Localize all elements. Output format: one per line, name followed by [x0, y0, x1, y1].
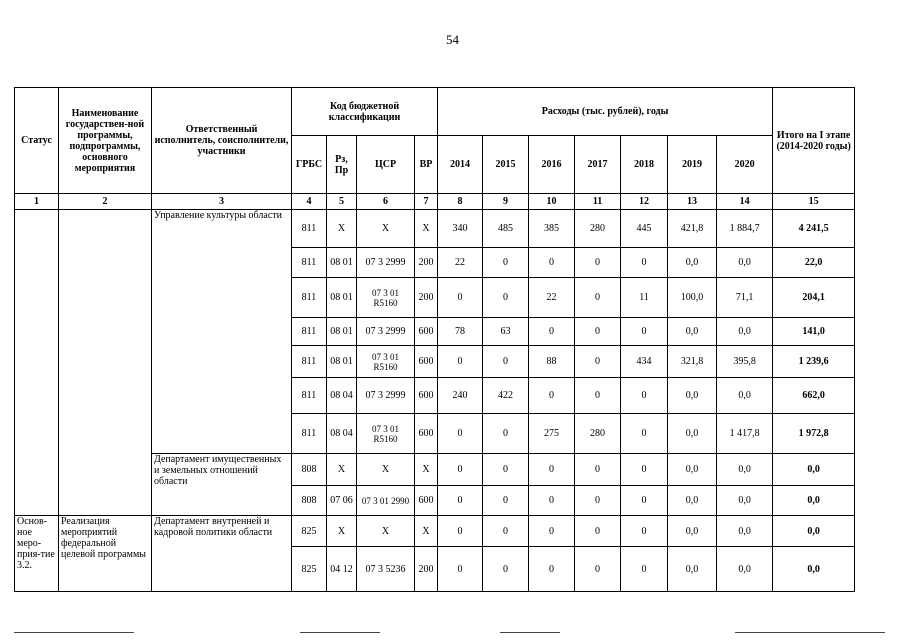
csr-cell: 07 3 2999 [357, 248, 415, 278]
year-value-cell: 22 [529, 278, 575, 318]
year-value-cell: 22 [438, 248, 483, 278]
column-number: 9 [483, 194, 529, 210]
year-value-cell: 0 [483, 454, 529, 486]
year-value-cell: 0 [621, 516, 668, 547]
bottom-rule [300, 632, 380, 633]
header-budget-code: Код бюджетной классификации [292, 88, 438, 136]
table-row [15, 210, 855, 248]
year-value-cell: 445 [621, 210, 668, 248]
vr-cell: 600 [415, 486, 438, 516]
rzpr-cell: X [327, 454, 357, 486]
year-value-cell: 0 [483, 278, 529, 318]
header-expenses: Расходы (тыс. рублей), годы [438, 88, 773, 136]
total-cell: 141,0 [773, 318, 855, 346]
name-cell: Реализация мероприятий федеральной целевой программы [59, 516, 152, 592]
header-year: 2020 [717, 136, 773, 194]
rzpr-cell: 04 12 [327, 547, 357, 592]
year-value-cell: 0 [575, 248, 621, 278]
header-year: 2019 [668, 136, 717, 194]
total-cell: 4 241,5 [773, 210, 855, 248]
csr-cell: X [357, 210, 415, 248]
year-value-cell: 0 [438, 486, 483, 516]
vr-cell: 600 [415, 414, 438, 454]
csr-cell: X [357, 516, 415, 547]
year-value-cell: 0,0 [668, 454, 717, 486]
year-value-cell: 0,0 [717, 547, 773, 592]
year-value-cell: 0 [438, 547, 483, 592]
column-number: 6 [357, 194, 415, 210]
total-cell: 0,0 [773, 516, 855, 547]
header-total: Итого на I этапе (2014-2020 годы) [773, 88, 855, 194]
grbs-cell: 811 [292, 378, 327, 414]
csr-cell: X [357, 454, 415, 486]
year-value-cell: 0 [529, 318, 575, 346]
vr-cell: 200 [415, 278, 438, 318]
year-value-cell: 421,8 [668, 210, 717, 248]
year-value-cell: 0 [575, 486, 621, 516]
total-cell: 1 239,6 [773, 346, 855, 378]
year-value-cell: 0 [621, 547, 668, 592]
vr-cell: 600 [415, 318, 438, 346]
year-value-cell: 240 [438, 378, 483, 414]
csr-cell: 07 3 01 R5160 [357, 414, 415, 454]
vr-cell: 600 [415, 346, 438, 378]
bottom-rule [14, 632, 134, 633]
grbs-cell: 808 [292, 486, 327, 516]
rzpr-cell: X [327, 210, 357, 248]
year-value-cell: 0 [529, 516, 575, 547]
year-value-cell: 0,0 [668, 318, 717, 346]
year-value-cell: 485 [483, 210, 529, 248]
year-value-cell: 0,0 [668, 248, 717, 278]
year-value-cell: 0 [529, 378, 575, 414]
grbs-cell: 811 [292, 248, 327, 278]
year-value-cell: 0 [438, 278, 483, 318]
year-value-cell: 321,8 [668, 346, 717, 378]
year-value-cell: 88 [529, 346, 575, 378]
year-value-cell: 422 [483, 378, 529, 414]
column-number: 8 [438, 194, 483, 210]
header-year: 2015 [483, 136, 529, 194]
year-value-cell: 0 [483, 486, 529, 516]
column-number: 4 [292, 194, 327, 210]
vr-cell: 600 [415, 378, 438, 414]
header-csr: ЦСР [357, 136, 415, 194]
rzpr-cell: 08 01 [327, 346, 357, 378]
total-cell: 1 972,8 [773, 414, 855, 454]
year-value-cell: 0 [621, 454, 668, 486]
year-value-cell: 0,0 [717, 486, 773, 516]
grbs-cell: 811 [292, 346, 327, 378]
year-value-cell: 0,0 [717, 318, 773, 346]
year-value-cell: 0,0 [717, 454, 773, 486]
header-executor: Ответственный исполнитель, соисполнители, участники [152, 88, 292, 194]
header-name: Наименование государствен-ной программы, подпрограммы, основного мероприятия [59, 88, 152, 194]
year-value-cell: 0 [438, 454, 483, 486]
year-value-cell: 0 [575, 346, 621, 378]
year-value-cell: 0 [483, 346, 529, 378]
year-value-cell: 0 [529, 248, 575, 278]
year-value-cell: 0,0 [717, 378, 773, 414]
vr-cell: X [415, 454, 438, 486]
year-value-cell: 0 [483, 248, 529, 278]
year-value-cell: 0 [438, 414, 483, 454]
year-value-cell: 0 [483, 414, 529, 454]
csr-cell: 07 3 01 R5160 [357, 346, 415, 378]
total-cell: 0,0 [773, 547, 855, 592]
column-number: 13 [668, 194, 717, 210]
header-year: 2016 [529, 136, 575, 194]
year-value-cell: 71,1 [717, 278, 773, 318]
grbs-cell: 811 [292, 278, 327, 318]
header-rzpr: Рз, Пр [327, 136, 357, 194]
year-value-cell: 0 [621, 318, 668, 346]
year-value-cell: 385 [529, 210, 575, 248]
year-value-cell: 100,0 [668, 278, 717, 318]
year-value-cell: 78 [438, 318, 483, 346]
year-value-cell: 0 [438, 516, 483, 547]
year-value-cell: 11 [621, 278, 668, 318]
total-cell: 22,0 [773, 248, 855, 278]
csr-cell: 07 3 2999 [357, 378, 415, 414]
grbs-cell: 808 [292, 454, 327, 486]
year-value-cell: 0 [621, 414, 668, 454]
header-vr: ВР [415, 136, 438, 194]
year-value-cell: 1 417,8 [717, 414, 773, 454]
status-cell: Основ-ное меро-прия-тие 3.2. [15, 516, 59, 592]
csr-cell: 07 3 2999 [357, 318, 415, 346]
column-number: 3 [152, 194, 292, 210]
rzpr-cell: 08 01 [327, 248, 357, 278]
year-value-cell: 0 [621, 486, 668, 516]
year-value-cell: 0 [575, 278, 621, 318]
column-number: 12 [621, 194, 668, 210]
header-status: Статус [15, 88, 59, 194]
vr-cell: 200 [415, 248, 438, 278]
budget-table [14, 87, 855, 592]
bottom-rule [500, 632, 560, 633]
column-number-row [15, 194, 855, 210]
year-value-cell: 0,0 [717, 516, 773, 547]
year-value-cell: 0,0 [717, 248, 773, 278]
year-value-cell: 0 [529, 547, 575, 592]
year-value-cell: 275 [529, 414, 575, 454]
executor-cell: Департамент внутренней и кадровой политики области [152, 516, 292, 592]
year-value-cell: 63 [483, 318, 529, 346]
grbs-cell: 811 [292, 318, 327, 346]
name-cell [59, 210, 152, 516]
column-number: 2 [59, 194, 152, 210]
column-number: 14 [717, 194, 773, 210]
page-number: 54 [446, 32, 459, 47]
column-number: 11 [575, 194, 621, 210]
status-cell [15, 210, 59, 516]
year-value-cell: 280 [575, 210, 621, 248]
year-value-cell: 0 [438, 346, 483, 378]
year-value-cell: 0 [483, 516, 529, 547]
header-year: 2018 [621, 136, 668, 194]
column-number: 7 [415, 194, 438, 210]
vr-cell: 200 [415, 547, 438, 592]
rzpr-cell: 08 04 [327, 378, 357, 414]
header-year: 2017 [575, 136, 621, 194]
grbs-cell: 811 [292, 414, 327, 454]
csr-cell: 07 3 01 2990 [357, 486, 415, 516]
year-value-cell: 0,0 [668, 547, 717, 592]
header-year: 2014 [438, 136, 483, 194]
grbs-cell: 825 [292, 547, 327, 592]
total-cell: 0,0 [773, 486, 855, 516]
bottom-rule [735, 632, 885, 633]
csr-cell: 07 3 5236 [357, 547, 415, 592]
rzpr-cell: 08 01 [327, 278, 357, 318]
rzpr-cell: 07 06 [327, 486, 357, 516]
year-value-cell: 280 [575, 414, 621, 454]
table-row [15, 516, 855, 547]
year-value-cell: 0 [483, 547, 529, 592]
year-value-cell: 434 [621, 346, 668, 378]
year-value-cell: 0 [575, 378, 621, 414]
column-number: 5 [327, 194, 357, 210]
column-number: 15 [773, 194, 855, 210]
column-number: 10 [529, 194, 575, 210]
year-value-cell: 0 [575, 454, 621, 486]
header-grbs: ГРБС [292, 136, 327, 194]
year-value-cell: 1 884,7 [717, 210, 773, 248]
grbs-cell: 825 [292, 516, 327, 547]
year-value-cell: 0,0 [668, 486, 717, 516]
rzpr-cell: X [327, 516, 357, 547]
year-value-cell: 0 [575, 547, 621, 592]
csr-cell: 07 3 01 R5160 [357, 278, 415, 318]
vr-cell: X [415, 516, 438, 547]
year-value-cell: 340 [438, 210, 483, 248]
year-value-cell: 0 [529, 454, 575, 486]
rzpr-cell: 08 01 [327, 318, 357, 346]
year-value-cell: 0,0 [668, 516, 717, 547]
vr-cell: X [415, 210, 438, 248]
total-cell: 204,1 [773, 278, 855, 318]
total-cell: 662,0 [773, 378, 855, 414]
year-value-cell: 0,0 [668, 414, 717, 454]
grbs-cell: 811 [292, 210, 327, 248]
total-cell: 0,0 [773, 454, 855, 486]
executor-cell: Департамент имущественных и земельных отношений области [152, 454, 292, 516]
year-value-cell: 395,8 [717, 346, 773, 378]
column-number: 1 [15, 194, 59, 210]
year-value-cell: 0 [621, 248, 668, 278]
year-value-cell: 0 [529, 486, 575, 516]
year-value-cell: 0 [575, 516, 621, 547]
year-value-cell: 0 [575, 318, 621, 346]
rzpr-cell: 08 04 [327, 414, 357, 454]
year-value-cell: 0,0 [668, 378, 717, 414]
year-value-cell: 0 [621, 378, 668, 414]
executor-cell: Управление культуры области [152, 210, 292, 454]
